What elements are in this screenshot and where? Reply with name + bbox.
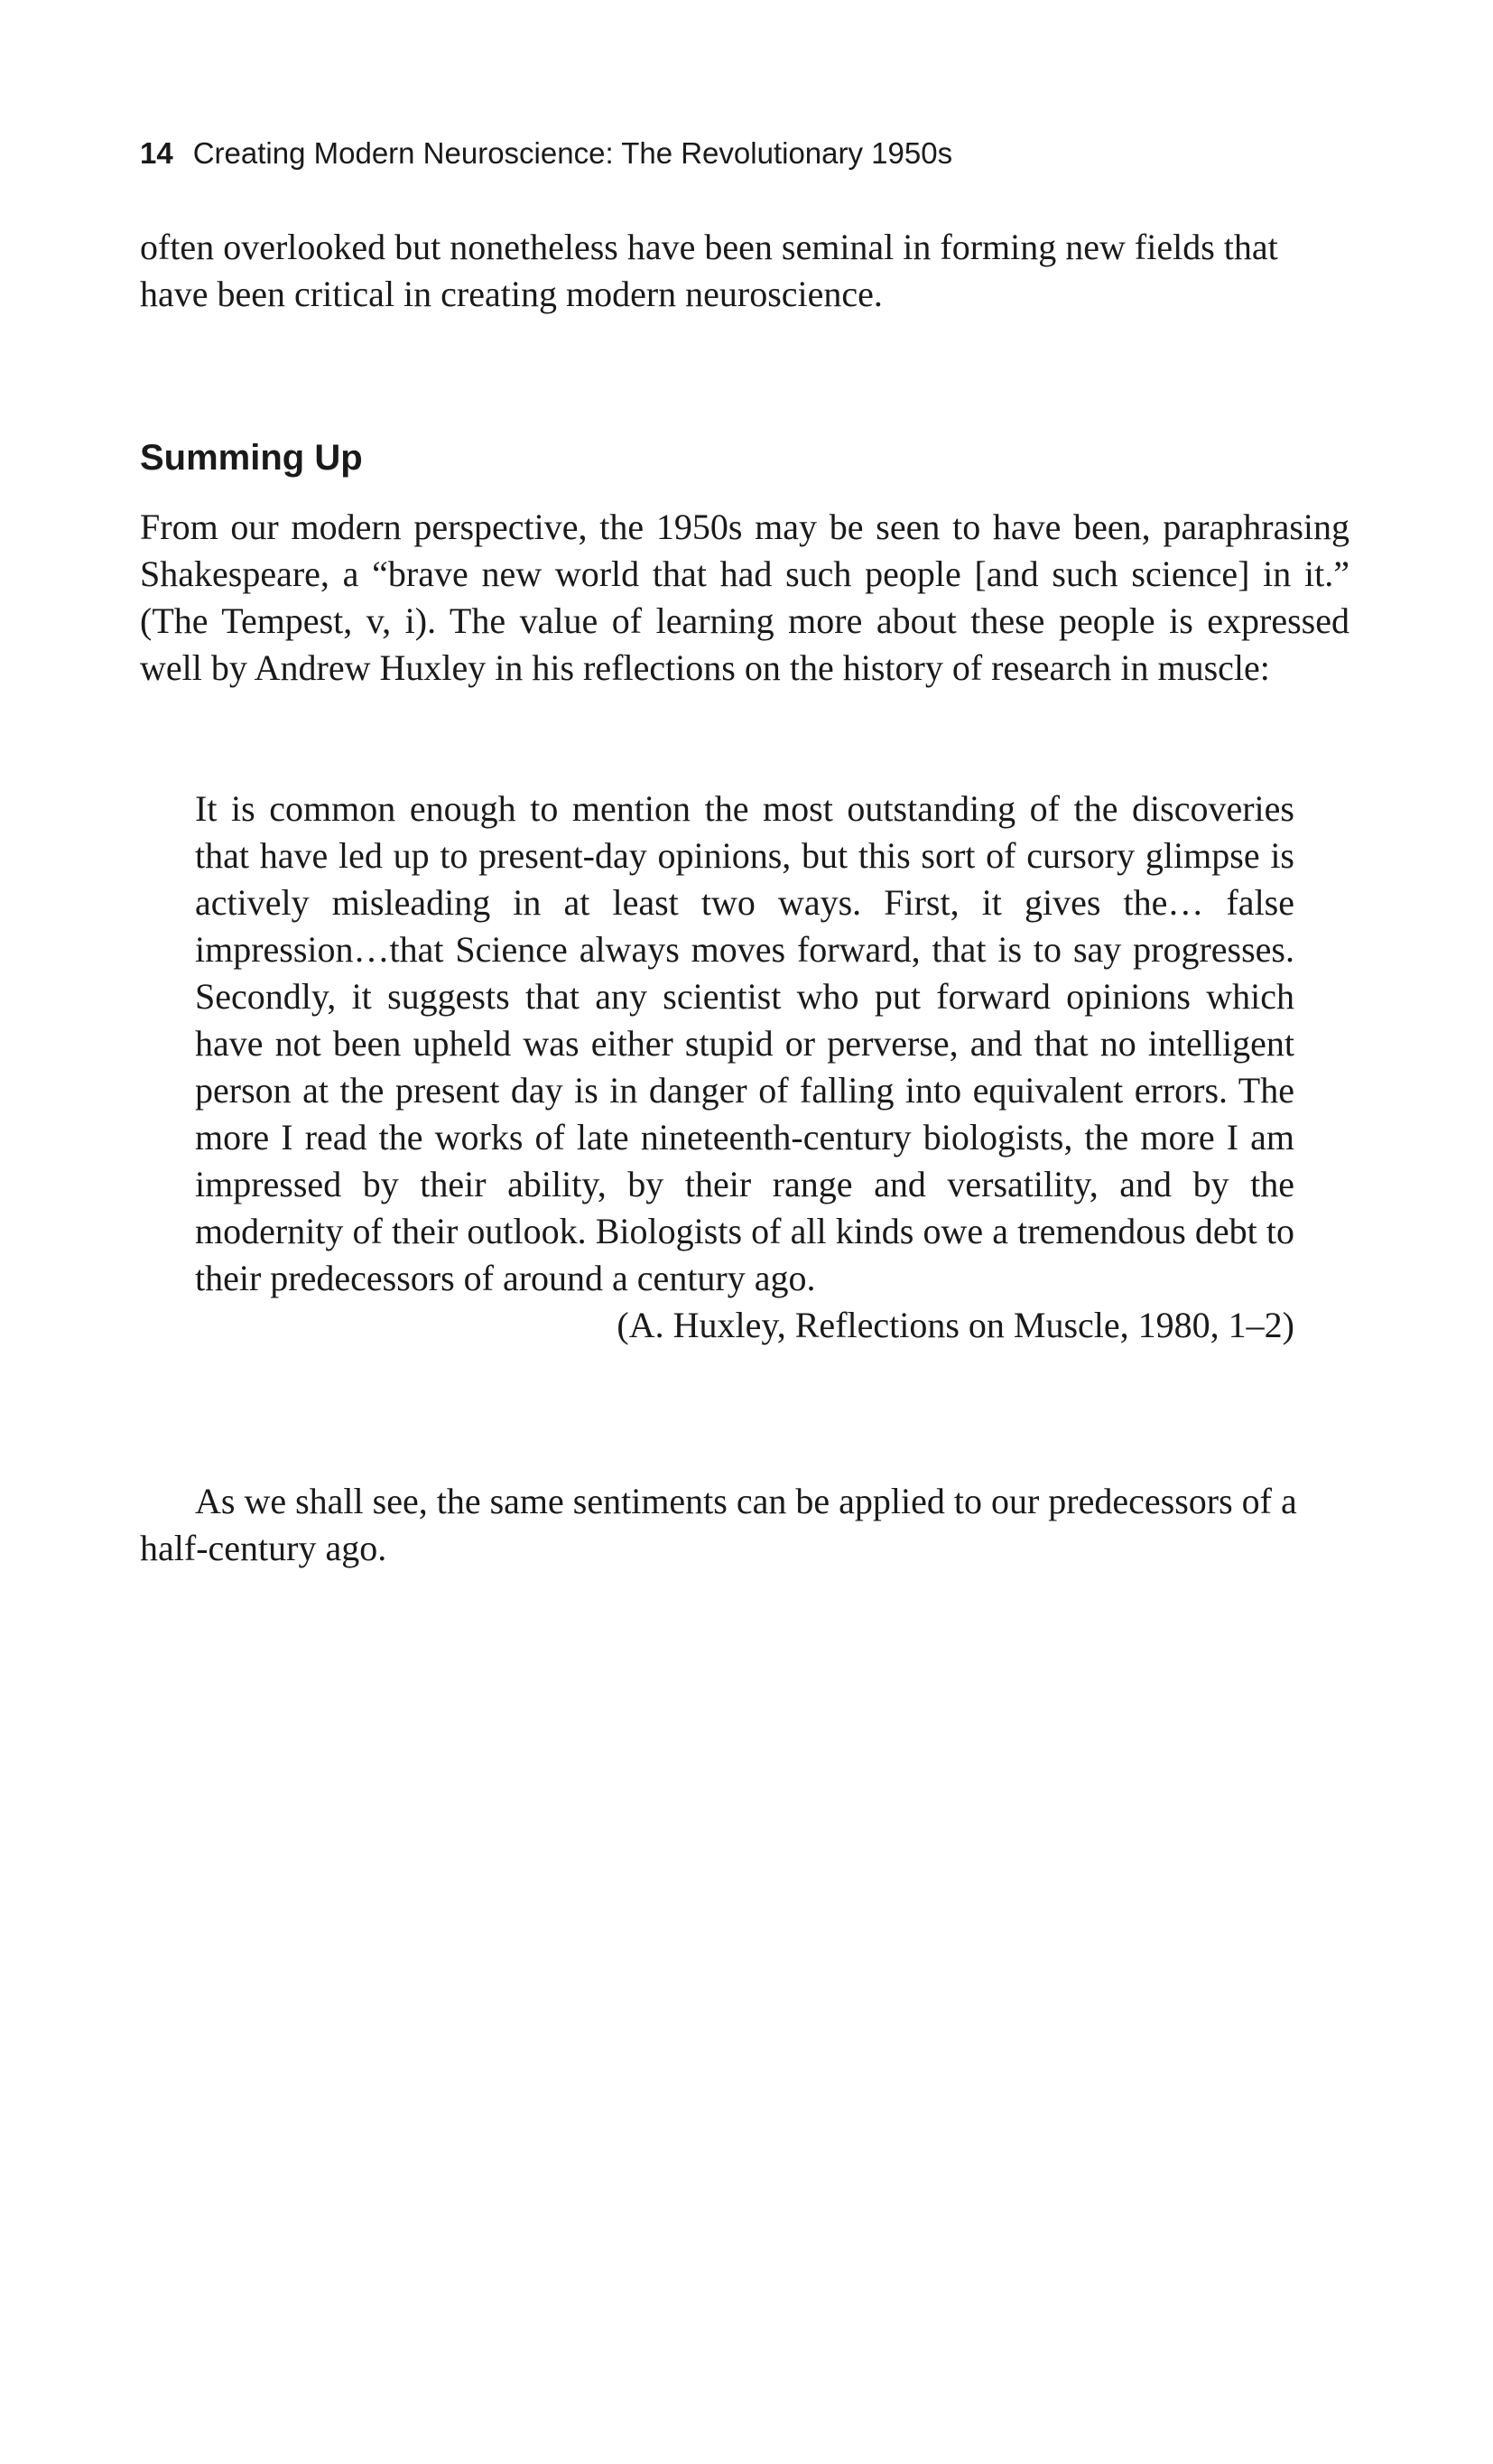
paragraph-summing-up: From our modern perspective, the 1950s may be seen to have been, paraphrasing Shakespeare, a “brave new world that had such people [and such science] in it.” (The Tempest, v, i). The value of learning more about these people is expressed well by Andrew Huxley in his reflections on the history of research in muscle: xyxy=(140,507,1349,688)
paragraph-intro-continuation: often overlooked but nonetheless have been seminal in forming new fields that have been critical in creating modern neuroscience. xyxy=(140,227,1278,314)
paragraph-closing: As we shall see, the same sentiments can be applied to our predecessors of a half-century ago. xyxy=(140,1481,1297,1568)
running-title: Creating Modern Neuroscience: The Revolutionary 1950s xyxy=(192,136,953,170)
quote-text: It is common enough to mention the most outstanding of the discoveries that have led up to present-day opinions, but this sort of cursory glimpse is actively misleading in at least two ways. First, it gives the… false impression…that Science always moves forward, that is to say progresses. Secondly, it suggests that any scientist who put forward opinions which have not been upheld was either stupid or perverse, and that no intelligent person at the present day is in danger of falling into equivalent errors. The more I read the works of late nineteenth-century biologists, the more I am impressed by their ability, by their range and versatility, and by the modernity of their outlook. Biologists of all kinds owe a tremendous debt to their predecessors of around a century ago. xyxy=(195,788,1294,1298)
running-header xyxy=(140,135,952,172)
block-quote xyxy=(195,786,1294,1349)
section-heading: Summing Up xyxy=(140,438,363,478)
page-number: 14 xyxy=(140,136,173,170)
quote-citation: (A. Huxley, Reflections on Muscle, 1980, 1–2) xyxy=(617,1305,1294,1345)
